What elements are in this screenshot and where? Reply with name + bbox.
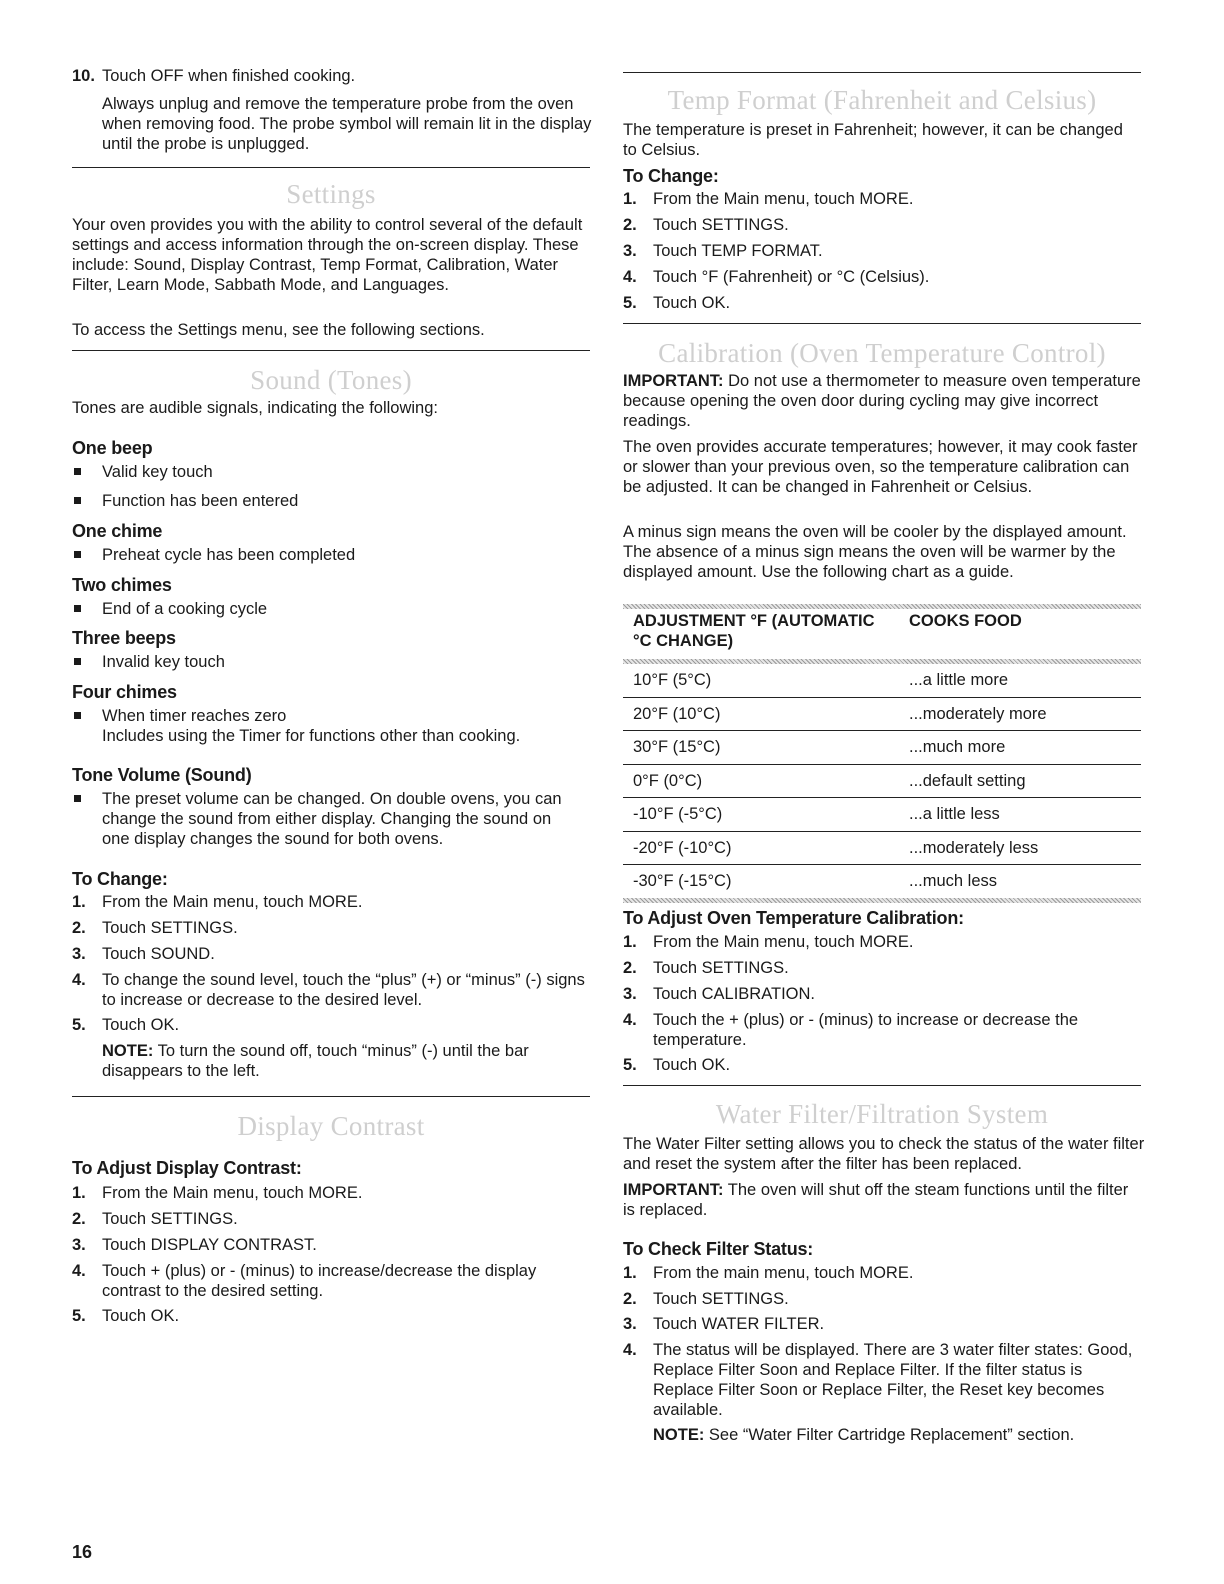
step-text: Touch SETTINGS.: [653, 959, 789, 977]
important-label: IMPORTANT:: [623, 1181, 724, 1199]
step-text: Touch + (plus) or - (minus) to increase/decrease the display contrast to the desired setting.: [102, 1262, 537, 1300]
step: [623, 293, 730, 313]
step-text: From the Main menu, touch MORE.: [653, 190, 914, 208]
probe-note: Always unplug and remove the temperature probe from the oven when removing food. The probe symbol will remain lit in the display until the probe is unplugged.: [102, 95, 592, 153]
step-text: Touch SOUND.: [102, 945, 215, 963]
table-bottom-border: [623, 898, 1141, 903]
divider: [72, 1096, 590, 1097]
one-chime-heading: One chime: [72, 521, 163, 541]
list-item-text: Preheat cycle has been completed: [102, 546, 356, 564]
step-number: 2.: [72, 919, 86, 937]
list-item-text: End of a cooking cycle: [102, 600, 268, 618]
step-text: Touch OFF when finished cooking.: [102, 67, 356, 85]
step: [72, 1306, 179, 1326]
step-number: 1.: [623, 190, 637, 208]
list-item-text: Valid key touch: [102, 463, 213, 481]
step: [623, 1289, 789, 1309]
step-text: Touch the + (plus) or - (minus) to increase or decrease the temperature.: [653, 1011, 1079, 1049]
step: [623, 267, 929, 287]
table-row: [623, 698, 1141, 732]
important-label: IMPORTANT:: [623, 372, 724, 390]
note-text: See “Water Filter Cartridge Replacement” section.: [704, 1426, 1075, 1444]
adjust-contrast-heading: To Adjust Display Contrast:: [72, 1158, 302, 1178]
bullet: [74, 551, 81, 558]
calibration-title: Calibration (Oven Temperature Control): [658, 338, 1106, 368]
three-beeps-heading: Three beeps: [72, 628, 176, 648]
step-number: 2.: [623, 959, 637, 977]
cell-cooks-food: ...much less: [909, 872, 998, 890]
cell-adjustment: 0°F (0°C): [633, 771, 703, 790]
list-item: [72, 462, 213, 482]
cell-cooks-food: ...moderately more: [909, 704, 1047, 723]
table-header: [623, 609, 1141, 659]
divider: [623, 72, 1141, 73]
note-label: NOTE:: [653, 1426, 705, 1444]
step: [623, 241, 823, 261]
adjust-calibration-heading: To Adjust Oven Temperature Calibration:: [623, 908, 964, 928]
step-text: Touch CALIBRATION.: [653, 985, 815, 1003]
cell-adjustment: 10°F (5°C): [633, 671, 712, 689]
step: [72, 1183, 362, 1203]
sound-title: Sound (Tones): [250, 365, 412, 395]
cell-cooks-food: ...a little more: [909, 671, 1009, 689]
cell-cooks-food: ...a little less: [909, 805, 1000, 823]
step-number: 10.: [72, 67, 95, 85]
two-chimes-heading: Two chimes: [72, 575, 172, 595]
step-number: 4.: [623, 1011, 637, 1029]
step-number: 4.: [623, 268, 637, 286]
note-text: To turn the sound off, touch “minus” (-) until the bar disappears to the left.: [102, 1042, 529, 1080]
step-text: From the main menu, touch MORE.: [653, 1264, 914, 1282]
bullet: [74, 497, 81, 504]
step: [72, 1209, 238, 1229]
list-item: [72, 599, 267, 619]
step-text: Touch OK.: [102, 1307, 180, 1325]
step-text: Touch DISPLAY CONTRAST.: [102, 1236, 317, 1254]
temp-format-intro: The temperature is preset in Fahrenheit; however, it can be changed to Celsius.: [623, 121, 1123, 159]
page-number: 16: [72, 1542, 93, 1562]
cell-cooks-food: ...moderately less: [909, 838, 1039, 857]
step: [623, 1055, 730, 1075]
step: [623, 932, 913, 952]
step-number: 3.: [623, 1315, 637, 1333]
note-label: NOTE:: [102, 1042, 154, 1060]
temp-format-title: Temp Format (Fahrenheit and Celsius): [667, 85, 1097, 115]
step: [623, 189, 913, 209]
divider: [623, 1085, 1141, 1086]
display-contrast-title: Display Contrast: [237, 1111, 425, 1141]
important-text: Do not use a thermometer to measure oven temperature because opening the oven door during cycling may give incorrect readings.: [623, 372, 1141, 430]
bullet: [74, 658, 81, 665]
important-text: The oven will shut off the steam functions until the filter is replaced.: [623, 1181, 1129, 1219]
settings-title: Settings: [286, 179, 376, 209]
step-number: 3.: [623, 985, 637, 1003]
cell-adjustment: -20°F (-10°C): [633, 838, 732, 857]
cell-cooks-food: ...much more: [909, 738, 1006, 756]
divider: [623, 323, 1141, 324]
step-text: Touch °F (Fahrenheit) or °C (Celsius).: [653, 268, 930, 286]
list-item: [72, 652, 225, 672]
step-number: 2.: [623, 1290, 637, 1308]
list-item-subtext: Includes using the Timer for functions other than cooking.: [102, 727, 521, 745]
table-row: [623, 798, 1141, 832]
list-item-text: The preset volume can be changed. On double ovens, you can change the sound from either display. Changing the sound on one display changes the sound for both ovens.: [102, 790, 562, 848]
step-number: 5.: [623, 294, 637, 312]
step-text: Touch OK.: [653, 294, 731, 312]
step: [72, 1015, 179, 1035]
step-text: Touch SETTINGS.: [653, 1290, 789, 1308]
to-change-heading: To Change:: [72, 869, 168, 889]
step-10: [72, 66, 590, 86]
step-number: 2.: [72, 1210, 86, 1228]
calibration-table: [623, 604, 1141, 903]
divider: [72, 350, 590, 351]
step-number: 1.: [72, 893, 86, 911]
step-text: From the Main menu, touch MORE.: [653, 933, 914, 951]
step-text: Touch SETTINGS.: [653, 216, 789, 234]
list-item-text: When timer reaches zero: [102, 707, 287, 725]
step: [623, 958, 789, 978]
step-text: To change the sound level, touch the “plus” (+) or “minus” (-) signs to increase or decrease to the desired level.: [102, 971, 585, 1009]
table-row: [623, 664, 1141, 698]
step: [623, 1314, 824, 1334]
temp-to-change-heading: To Change:: [623, 166, 719, 186]
cell-cooks-food: ...default setting: [909, 771, 1026, 790]
step: [72, 918, 238, 938]
calibration-p3: A minus sign means the oven will be cooler by the displayed amount. The absence of a minus sign means the oven will be warmer by the displayed amount. Use the following chart as a guide.: [623, 523, 1127, 581]
bullet: [74, 795, 81, 802]
step-text: From the Main menu, touch MORE.: [102, 1184, 363, 1202]
tone-volume-heading: Tone Volume (Sound): [72, 765, 252, 785]
bullet: [74, 605, 81, 612]
calibration-p2: The oven provides accurate temperatures; however, it may cook faster or slower than your previous oven, so the temperature calibration can be adjusted. It can be changed in Fahrenheit or Celsius.: [623, 438, 1138, 496]
step-text: Touch OK.: [102, 1016, 180, 1034]
step-number: 2.: [623, 216, 637, 234]
step-number: 1.: [623, 933, 637, 951]
list-item: [72, 491, 298, 511]
step-text: Touch SETTINGS.: [102, 919, 238, 937]
cell-adjustment: 20°F (10°C): [633, 704, 721, 723]
step-text: The status will be displayed. There are 3 water filter states: Good, Replace Filter Soon and Replace Filter. If the filter status is Replace Filter Soon or Replace Filter, the Reset key becomes available.: [653, 1341, 1133, 1419]
bullet: [74, 468, 81, 475]
step-text: Touch OK.: [653, 1056, 731, 1074]
step-number: 3.: [623, 242, 637, 260]
step-number: 3.: [72, 1236, 86, 1254]
bullet: [74, 712, 81, 719]
check-filter-heading: To Check Filter Status:: [623, 1239, 814, 1259]
step-text: Touch WATER FILTER.: [653, 1315, 825, 1333]
list-item: [72, 545, 355, 565]
step: [72, 970, 590, 1010]
step: [623, 1263, 913, 1283]
step-number: 4.: [72, 971, 86, 989]
sound-note: [102, 1041, 582, 1081]
step-number: 4.: [623, 1341, 637, 1359]
step-text: Touch SETTINGS.: [102, 1210, 238, 1228]
step: [72, 892, 362, 912]
four-chimes-heading: Four chimes: [72, 682, 177, 702]
step: [72, 1261, 590, 1301]
cell-adjustment: -30°F (-15°C): [633, 872, 732, 890]
settings-access: To access the Settings menu, see the following sections.: [72, 321, 485, 339]
divider: [72, 167, 590, 168]
column-header-adjustment: ADJUSTMENT °F (AUTOMATIC °C CHANGE): [633, 612, 875, 650]
step: [623, 984, 815, 1004]
cell-adjustment: 30°F (15°C): [633, 738, 721, 756]
step-number: 3.: [72, 945, 86, 963]
list-item: [72, 789, 570, 849]
step: [623, 215, 789, 235]
calibration-important: [623, 371, 1141, 431]
step: [623, 1340, 1141, 1420]
list-item: [72, 706, 590, 746]
sound-intro: Tones are audible signals, indicating the following:: [72, 399, 438, 417]
list-item-text: Invalid key touch: [102, 653, 225, 671]
one-beep-heading: One beep: [72, 438, 153, 458]
step: [623, 1010, 1141, 1050]
step-number: 5.: [72, 1307, 86, 1325]
step-text: From the Main menu, touch MORE.: [102, 893, 363, 911]
step-number: 5.: [72, 1016, 86, 1034]
column-header-cooks-food: COOKS FOOD: [909, 612, 1022, 630]
step: [72, 944, 215, 964]
water-filter-title: Water Filter/Filtration System: [715, 1099, 1049, 1129]
step-number: 1.: [623, 1264, 637, 1282]
settings-intro: Your oven provides you with the ability to control several of the default settings and access information through the on-screen display. These include: Sound, Display Contrast, Temp Format, Calibration, Water Filter, Learn Mode, Sabbath Mode, and Languages.: [72, 216, 583, 294]
step-text: Touch TEMP FORMAT.: [653, 242, 823, 260]
table-row: [623, 731, 1141, 765]
step: [72, 1235, 317, 1255]
step-number: 4.: [72, 1262, 86, 1280]
step-number: 1.: [72, 1184, 86, 1202]
table-row: [623, 765, 1141, 799]
water-filter-important: [623, 1180, 1141, 1220]
step-number: 5.: [623, 1056, 637, 1074]
table-row: [623, 832, 1141, 866]
cell-adjustment: -10°F (-5°C): [633, 805, 723, 823]
list-item-text: Function has been entered: [102, 492, 299, 510]
table-row: [623, 865, 1141, 898]
water-filter-note: [653, 1425, 1141, 1445]
water-filter-intro: The Water Filter setting allows you to check the status of the water filter and reset the system after the filter has been replaced.: [623, 1135, 1145, 1173]
